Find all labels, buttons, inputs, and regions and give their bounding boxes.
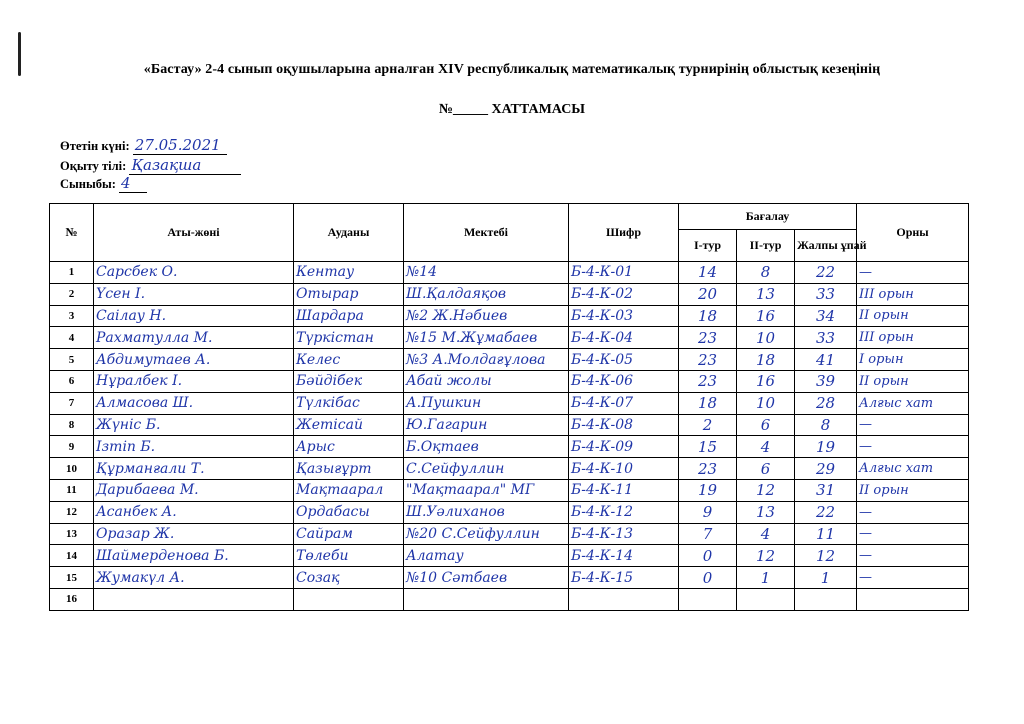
district-cell: Келес [294,349,404,371]
header-tour2: II-тур [737,230,795,262]
district-cell: Жетісай [294,414,404,436]
school-cell: №20 С.Сейфуллин [404,523,569,545]
participant-name: Саілау Н. [94,305,294,327]
tour2-score: 12 [737,545,795,567]
row-number: 9 [50,436,94,458]
tour2-score: 10 [737,392,795,414]
total-score: 11 [795,523,857,545]
tour1-score: 14 [679,262,737,284]
header-name: Аты-жөні [94,204,294,262]
row-number: 12 [50,501,94,523]
row-number: 13 [50,523,94,545]
row-number: 10 [50,458,94,480]
place-cell: ІІІ орын [857,327,969,349]
header-district: Ауданы [294,204,404,262]
tour2-score: 13 [737,501,795,523]
participant-name: Ізтіп Б. [94,436,294,458]
tour2-score: 6 [737,414,795,436]
row-number: 14 [50,545,94,567]
table-row [50,545,969,567]
total-score: 33 [795,327,857,349]
district-cell: Созақ [294,567,404,589]
total-score: 31 [795,479,857,501]
school-cell: Ш.Уәлиханов [404,501,569,523]
school-cell: "Мақтаарал" МГ [404,479,569,501]
school-cell: №3 А.Молдағұлова [404,349,569,371]
district-cell: Отырар [294,283,404,305]
total-score: 22 [795,262,857,284]
tour1-score: 7 [679,523,737,545]
table-row [50,436,969,458]
district-cell: Төлеби [294,545,404,567]
total-score: 22 [795,501,857,523]
row-number: 6 [50,370,94,392]
place-cell: Алғыс хат [857,458,969,480]
school-cell: №10 Сәтбаев [404,567,569,589]
tour1-score: 20 [679,283,737,305]
tour1-score: 9 [679,501,737,523]
row-number: 11 [50,479,94,501]
tour1-score [679,588,737,610]
participant-name: Асанбек А. [94,501,294,523]
participant-name: Абдимутаев А. [94,349,294,371]
tour2-score: 12 [737,479,795,501]
header-no: № [50,204,94,262]
school-cell: С.Сейфуллин [404,458,569,480]
tour1-score: 18 [679,305,737,327]
tour2-score: 4 [737,436,795,458]
table-body [50,262,969,611]
district-cell: Ордабасы [294,501,404,523]
place-cell: — [857,523,969,545]
row-number: 2 [50,283,94,305]
table-row [50,414,969,436]
table-row [50,370,969,392]
tour1-score: 19 [679,479,737,501]
row-number: 5 [50,349,94,371]
district-cell [294,588,404,610]
table-row [50,283,969,305]
protocol-number-title: №_____ ХАТТАМАСЫ [438,102,586,117]
tour1-score: 23 [679,327,737,349]
row-number: 3 [50,305,94,327]
school-cell: №14 [404,262,569,284]
total-score: 1 [795,567,857,589]
tour1-score: 18 [679,392,737,414]
language-value: Қазақша [129,156,241,175]
school-cell: Ш.Қалдаяқов [404,283,569,305]
date-row [60,136,227,154]
district-cell: Арыс [294,436,404,458]
date-label: Өтетін күні: [60,139,130,153]
table-row [50,567,969,589]
district-cell: Түлкібас [294,392,404,414]
place-cell: Алғыс хат [857,392,969,414]
tour1-score: 23 [679,370,737,392]
district-cell: Түркістан [294,327,404,349]
participant-name [94,588,294,610]
participant-name: Жүніс Б. [94,414,294,436]
tour1-score: 0 [679,545,737,567]
place-cell [857,588,969,610]
row-number: 4 [50,327,94,349]
code-cell: Б-4-К-09 [569,436,679,458]
grade-label: Сыныбы: [60,177,116,191]
language-label: Оқыту тілі: [60,159,127,173]
table-row [50,501,969,523]
language-row [60,156,241,174]
tour2-score: 8 [737,262,795,284]
tour1-score: 23 [679,349,737,371]
table-row [50,458,969,480]
table-row [50,523,969,545]
code-cell: Б-4-К-10 [569,458,679,480]
tour2-score: 10 [737,327,795,349]
participant-name: Алмасова Ш. [94,392,294,414]
participant-name: Жумакүл А. [94,567,294,589]
row-number: 15 [50,567,94,589]
tour2-score: 6 [737,458,795,480]
district-cell: Мақтаарал [294,479,404,501]
district-cell: Кентау [294,262,404,284]
table-row [50,349,969,371]
place-cell: — [857,436,969,458]
total-score: 12 [795,545,857,567]
code-cell: Б-4-К-06 [569,370,679,392]
place-cell: ІІ орын [857,479,969,501]
tour2-score [737,588,795,610]
table-row [50,327,969,349]
place-cell: — [857,545,969,567]
place-cell: ІІ орын [857,370,969,392]
date-value: 27.05.2021 [133,136,227,155]
school-cell: №2 Ж.Нәбиев [404,305,569,327]
header-school: Мектебі [404,204,569,262]
header-place: Орны [857,204,969,262]
participant-name: Дарибаева М. [94,479,294,501]
total-score: 41 [795,349,857,371]
school-cell [404,588,569,610]
total-score [795,588,857,610]
tour2-score: 4 [737,523,795,545]
table-row [50,479,969,501]
code-cell [569,588,679,610]
total-score: 34 [795,305,857,327]
tour2-score: 16 [737,370,795,392]
place-cell: — [857,567,969,589]
tour1-score: 15 [679,436,737,458]
row-number: 16 [50,588,94,610]
row-number: 8 [50,414,94,436]
place-cell: — [857,501,969,523]
code-cell: Б-4-К-03 [569,305,679,327]
tour2-score: 13 [737,283,795,305]
school-cell: Ю.Гагарин [404,414,569,436]
code-cell: Б-4-К-11 [569,479,679,501]
row-number: 1 [50,262,94,284]
school-cell: Алатау [404,545,569,567]
district-cell: Қазығұрт [294,458,404,480]
tour1-score: 2 [679,414,737,436]
grade-row [60,174,147,192]
grade-value: 4 [119,174,147,193]
code-cell: Б-4-К-01 [569,262,679,284]
code-cell: Б-4-К-08 [569,414,679,436]
code-cell: Б-4-К-15 [569,567,679,589]
school-cell: №15 М.Жұмабаев [404,327,569,349]
place-cell: ІІІ орын [857,283,969,305]
district-cell: Бәйдібек [294,370,404,392]
place-cell: І орын [857,349,969,371]
total-score: 8 [795,414,857,436]
total-score: 39 [795,370,857,392]
tour1-score: 0 [679,567,737,589]
participant-name: Шаймерденова Б. [94,545,294,567]
participant-name: Рахматулла М. [94,327,294,349]
school-cell: А.Пушкин [404,392,569,414]
code-cell: Б-4-К-07 [569,392,679,414]
code-cell: Б-4-К-02 [569,283,679,305]
participant-name: Құрманғали Т. [94,458,294,480]
place-cell: — [857,414,969,436]
participant-name: Сарсбек О. [94,262,294,284]
results-table [49,203,969,611]
code-cell: Б-4-К-13 [569,523,679,545]
district-cell: Шардара [294,305,404,327]
participant-name: Үсен І. [94,283,294,305]
total-score: 29 [795,458,857,480]
tour2-score: 18 [737,349,795,371]
header-code: Шифр [569,204,679,262]
table-row [50,392,969,414]
code-cell: Б-4-К-12 [569,501,679,523]
document-title: «Бастау» 2-4 сынып оқушыларына арналған XIV республикалық математикалық турнирінің облыстық кезеңінің [143,62,881,77]
school-cell: Абай жолы [404,370,569,392]
school-cell: Б.Оқтаев [404,436,569,458]
participant-name: Нұралбек І. [94,370,294,392]
participant-name: Оразар Ж. [94,523,294,545]
total-score: 33 [795,283,857,305]
place-cell: ІІ орын [857,305,969,327]
district-cell: Сайрам [294,523,404,545]
total-score: 19 [795,436,857,458]
row-number: 7 [50,392,94,414]
place-cell: — [857,262,969,284]
tour2-score: 1 [737,567,795,589]
table-row [50,588,969,610]
table-row [50,262,969,284]
tour1-score: 23 [679,458,737,480]
code-cell: Б-4-К-05 [569,349,679,371]
total-score: 28 [795,392,857,414]
table-row [50,305,969,327]
header-total: Жалпы ұпай [795,230,857,262]
code-cell: Б-4-К-14 [569,545,679,567]
code-cell: Б-4-К-04 [569,327,679,349]
header-grading: Бағалау [679,204,857,230]
tour2-score: 16 [737,305,795,327]
header-tour1: I-тур [679,230,737,262]
